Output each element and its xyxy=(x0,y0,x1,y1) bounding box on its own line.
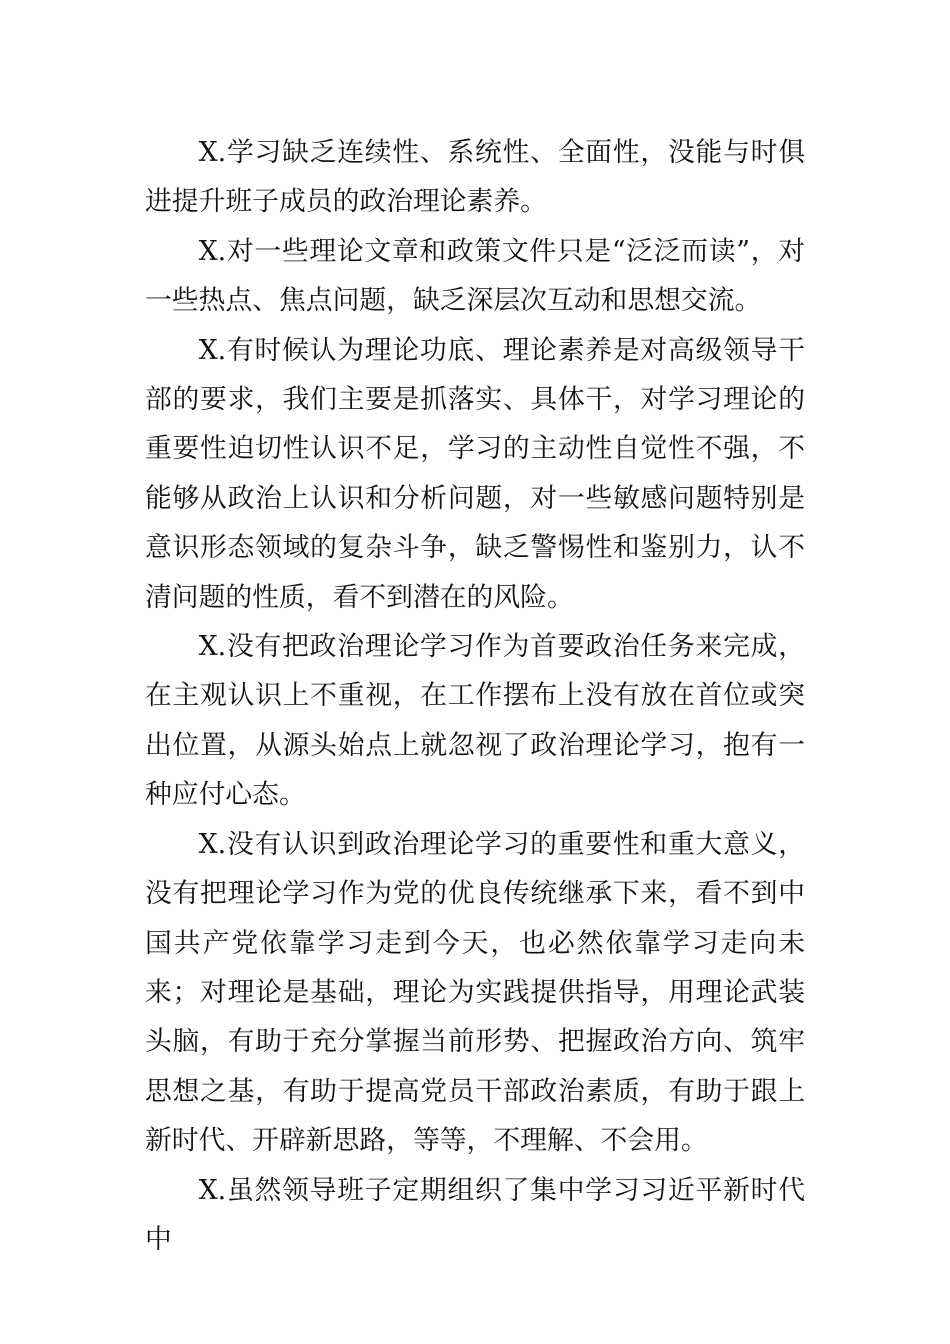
paragraph-6: X.虽然领导班子定期组织了集中学习习近平新时代中 xyxy=(145,1174,805,1255)
paragraph-3: X.有时候认为理论功底、理论素养是对高级领导干部的要求，我们主要是抓落实、具体干，对学习理论的重要性迫切性认识不足，学习的主动性自觉性不强，不能够从政治上认识和分析问题，对一些敏感问题特别是意识形态领域的复杂斗争，缺乏警惕性和鉴别力，认不清问题的性质，看不到潜在的风险。 xyxy=(145,334,805,613)
paragraph-5: X.没有认识到政治理论学习的重要性和重大意义，没有把理论学习作为党的优良传统继承下来，看不到中国共产党依靠学习走到今天，也必然依靠学习走向未来；对理论是基础，理论为实践提供指导，用理论武装头脑，有助于充分掌握当前形势、把握政治方向、筑牢思想之基，有助于提高党员干部政治素质，有助于跟上新时代、开辟新思路，等等，不理解、不会用。 xyxy=(145,828,805,1157)
document-page xyxy=(145,128,805,1264)
paragraph-1: X.学习缺乏连续性、系统性、全面性，没能与时俱进提升班子成员的政治理论素养。 xyxy=(145,137,805,218)
paragraph-2: X.对一些理论文章和政策文件只是“泛泛而读”，对一些热点、焦点问题，缺乏深层次互动和思想交流。 xyxy=(145,235,805,317)
paragraph-4: X.没有把政治理论学习作为首要政治任务来完成，在主观认识上不重视，在工作摆布上没有放在首位或突出位置，从源头始点上就忽视了政治理论学习，抱有一种应付心态。 xyxy=(145,631,805,811)
